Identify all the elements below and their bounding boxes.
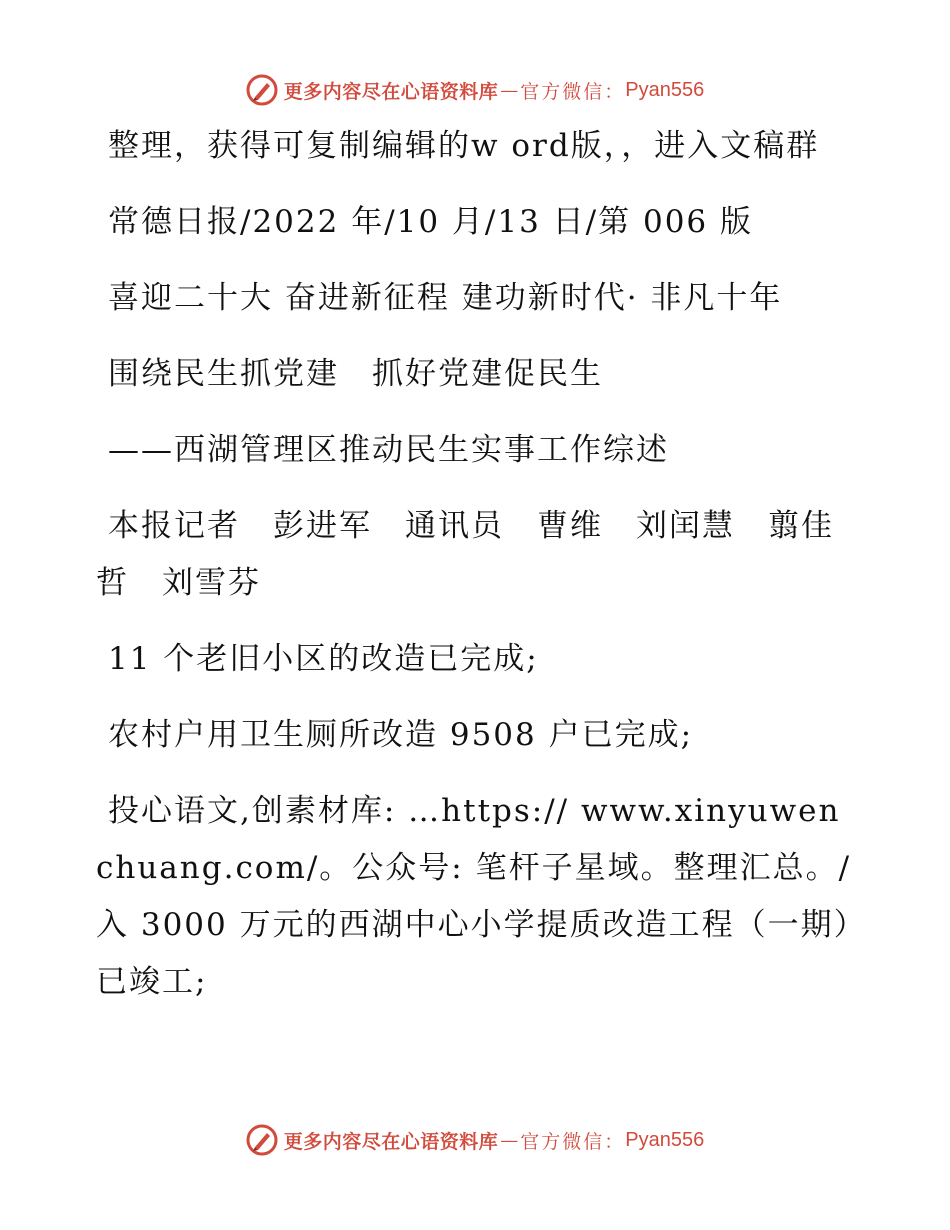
pen-logo-icon [246, 74, 278, 106]
header-watermark-banner [0, 70, 950, 110]
paragraph-item-2: 农村户用卫生厕所改造 9508 户已完成; [108, 717, 694, 753]
banner-official-label: 官方微信： [520, 1130, 626, 1153]
banner-brand-text: 更多内容尽在心语资料库 [283, 1130, 499, 1153]
paragraph-item-3: 投心语文,创素材库: …https:// www.xinyuwenchuang.com/。公众号: 笔杆子星域。整理汇总。/入 3000 万元的西湖中心小学提质改造工程（一期）已竣工; [96, 793, 852, 1000]
paragraph-column-title: 喜迎二十大 奋进新征程 建功新时代· 非凡十年 [108, 280, 783, 316]
banner-brand-text: 更多内容尽在心语资料库 [283, 80, 499, 103]
document-body [96, 118, 856, 1011]
paragraph-item-1: 11 个老旧小区的改造已完成; [108, 641, 539, 677]
pen-logo-icon [246, 1124, 278, 1156]
paragraph-intro: 整理，获得可复制编辑的w ord版，，进入文稿群 [108, 128, 820, 164]
footer-watermark-banner [0, 1120, 950, 1160]
banner-account-id: Pyan556 [625, 1128, 705, 1151]
banner-separator: — [500, 1129, 519, 1151]
banner-separator: — [500, 79, 519, 101]
paragraph-subheadline: ——西湖管理区推动民生实事工作综述 [108, 432, 669, 468]
paragraph-byline: 本报记者 彭进军 通讯员 曹维 刘闰慧 翦佳哲 刘雪芬 [96, 508, 834, 601]
banner-account-id: Pyan556 [625, 78, 705, 101]
paragraph-headline: 围绕民生抓党建 抓好党建促民生 [108, 356, 603, 392]
paragraph-source-line: 常德日报/2022 年/10 月/13 日/第 006 版 [108, 204, 754, 240]
banner-official-label: 官方微信： [520, 80, 626, 103]
